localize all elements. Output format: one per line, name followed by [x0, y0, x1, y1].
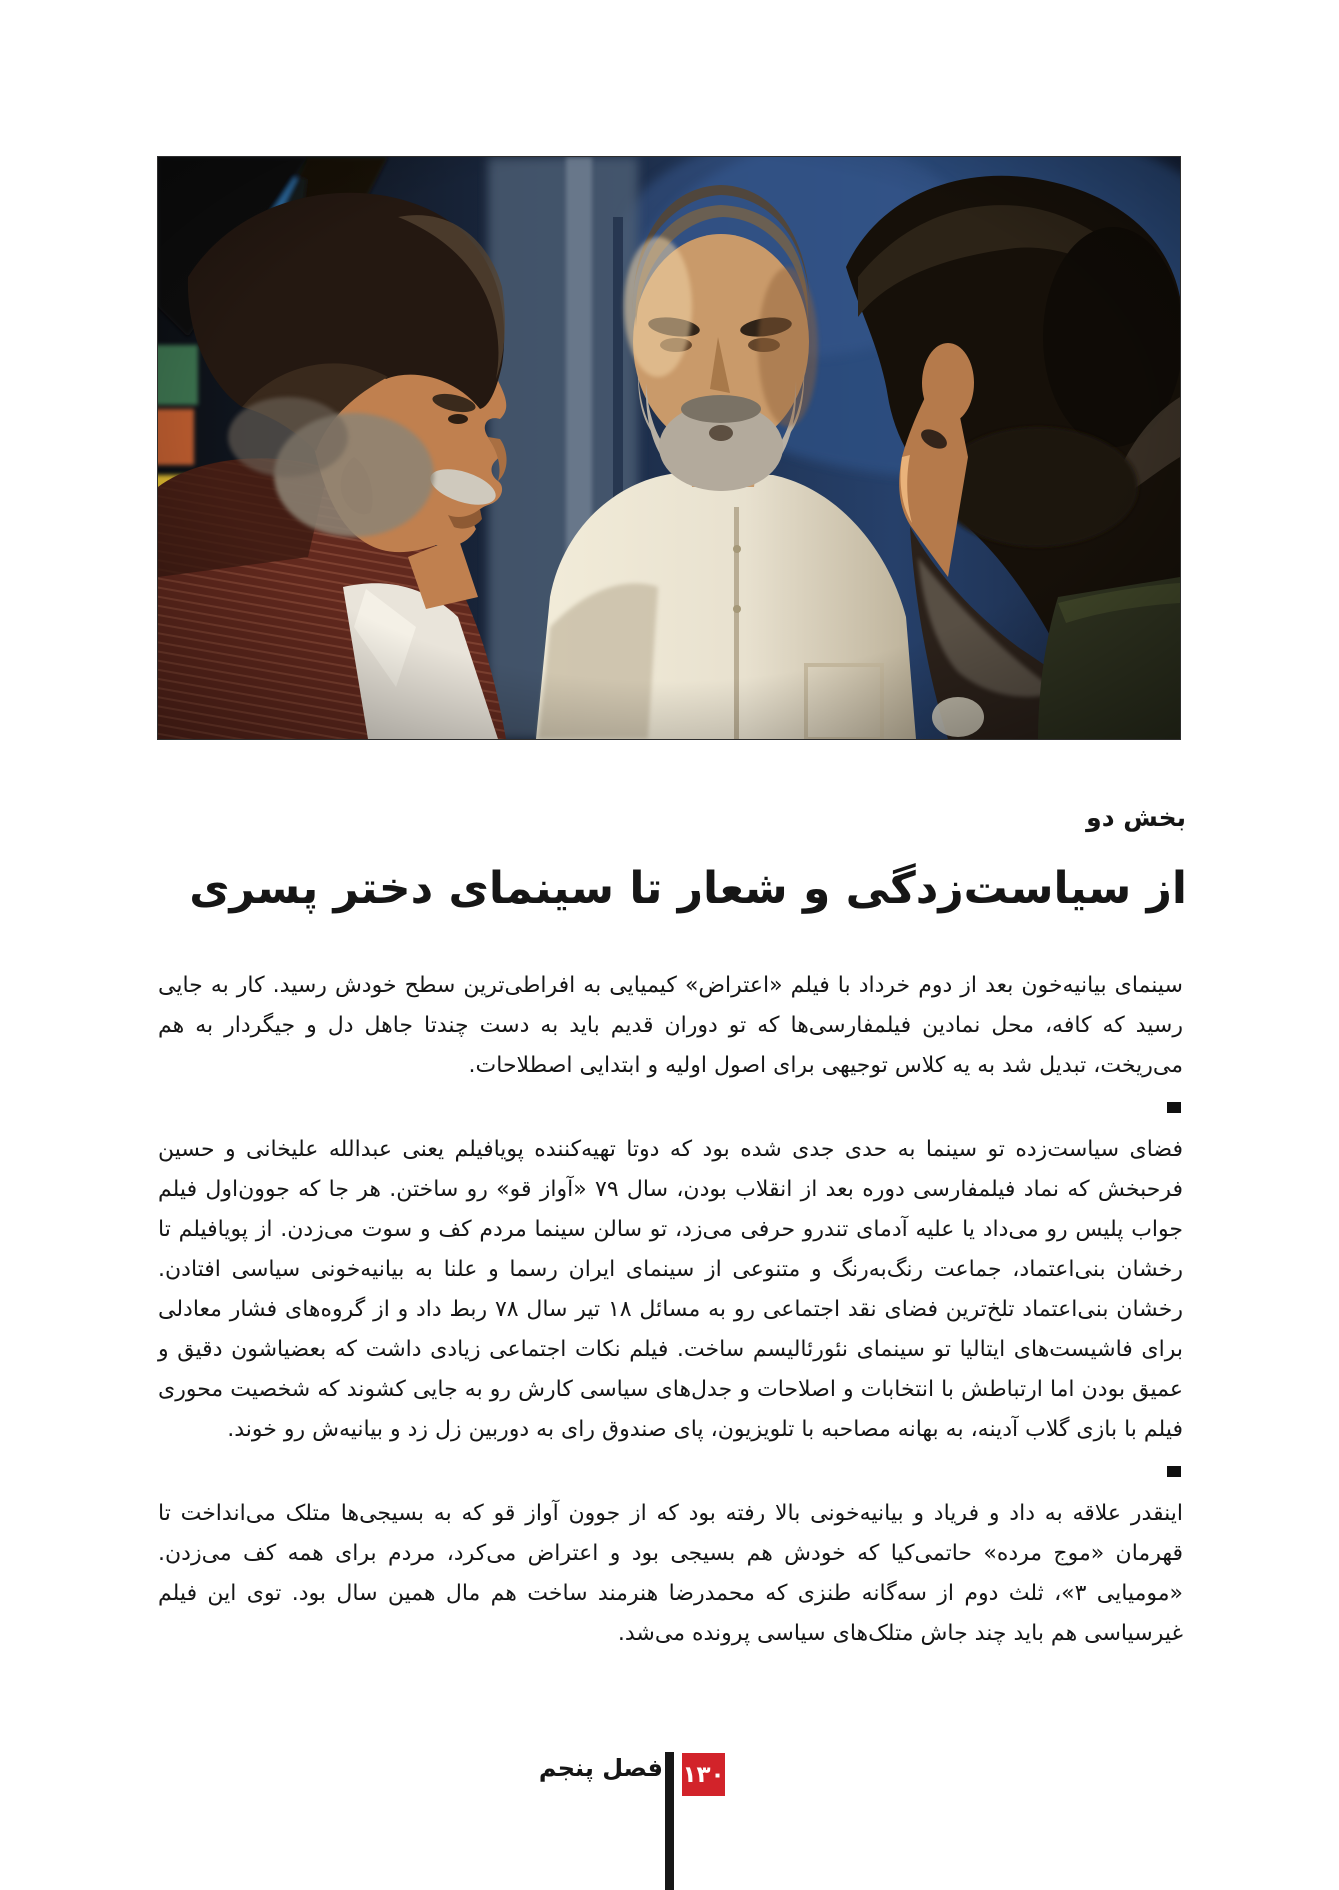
paragraph-3: اینقدر علاقه به داد و فریاد و بیانیه‌خونی بالا رفته بود که از جوون آواز قو که به بسیجی‌ها متلک می‌انداخت تا قهرمان «موج مرده» حاتمی‌کیا که خودش هم بسیجی بود و اعتراض می‌کرد، مردم برای همه کف می‌زدن. «مومیایی ۳»، ثلث دوم از سه‌گانه طنزی که محمدرضا هنرمند ساخت هم مال همین سال بود. توی این فیلم غیرسیاسی هم باید چند جاش متلک‌های سیاسی پرونده می‌شد. — [158, 1501, 1183, 1646]
paragraph-divider — [158, 1086, 1183, 1130]
bullet-square-icon — [1167, 1102, 1181, 1113]
film-still-photo — [158, 157, 1180, 739]
paragraph-2: فضای سیاست‌زده تو سینما به حدی جدی شده بود که دوتا تهیه‌کننده پویافیلم یعنی عبدالله علیخانی و حسین فرحبخش که نماد فیلمفارسی دوره بعد از انقلاب بودن، سال ۷۹ «آواز قو» رو ساختن. هر جا که جوون‌اول فیلم جواب پلیس رو می‌داد یا علیه آدمای تندرو حرفی می‌زد، تو سالن سینما مردم کف و سوت می‌زدن. از پویافیلم تا رخشان بنی‌اعتماد، جماعت رنگ‌به‌رنگ و متنوعی از سینمای ایران رسما و علنا به بیانیه‌خونی سیاسی افتادن. رخشان بنی‌اعتماد تلخ‌ترین فضای نقد اجتماعی رو به مسائل ۱۸ تیر سال ۷۸ ربط داد و از گروه‌های فشار معادلی برای فاشیست‌های ایتالیا تو سینمای نئورئالیسم ساخت. فیلم نکات اجتماعی زیادی داشت که بعضیاشون دقیق و عمیق بودن اما ارتباطش با انتخابات و اصلاحات و جدل‌های سیاسی کارش رو به جایی کشوند که شخصیت محوری فیلم با بازی گلاب آدینه، به بهانه مصاحبه با تلویزیون، پای صندوق رای به دوربین زل زد و بیانیه‌ش رو خوند. — [158, 1137, 1184, 1442]
footer-rule — [665, 1752, 674, 1890]
paragraph-divider — [158, 1450, 1183, 1494]
bullet-square-icon — [1167, 1466, 1181, 1477]
page-number-badge: ۱۳۰ — [682, 1753, 725, 1796]
section-label: بخش دو — [1086, 803, 1186, 832]
film-still-art — [158, 157, 1180, 739]
chapter-label: فصل پنجم — [538, 1754, 663, 1782]
page-title: از سیاست‌زدگی و شعار تا سینمای دختر پسری — [189, 863, 1187, 914]
article-body — [158, 966, 1183, 1654]
paragraph-1: سینمای بیانیه‌خون بعد از دوم خرداد با فیلم «اعتراض» کیمیایی به افراطی‌ترین سطح خودش رسید. کار به جایی رسید که کافه، محل نمادین فیلمفارسی‌ها که تو دوران قدیم باید به دست چندتا جاهل دل و جیگردار به هم می‌ریخت، تبدیل شد به یه کلاس توجیهی برای اصول اولیه و ابتدایی اصطلاحات. — [158, 973, 1183, 1078]
